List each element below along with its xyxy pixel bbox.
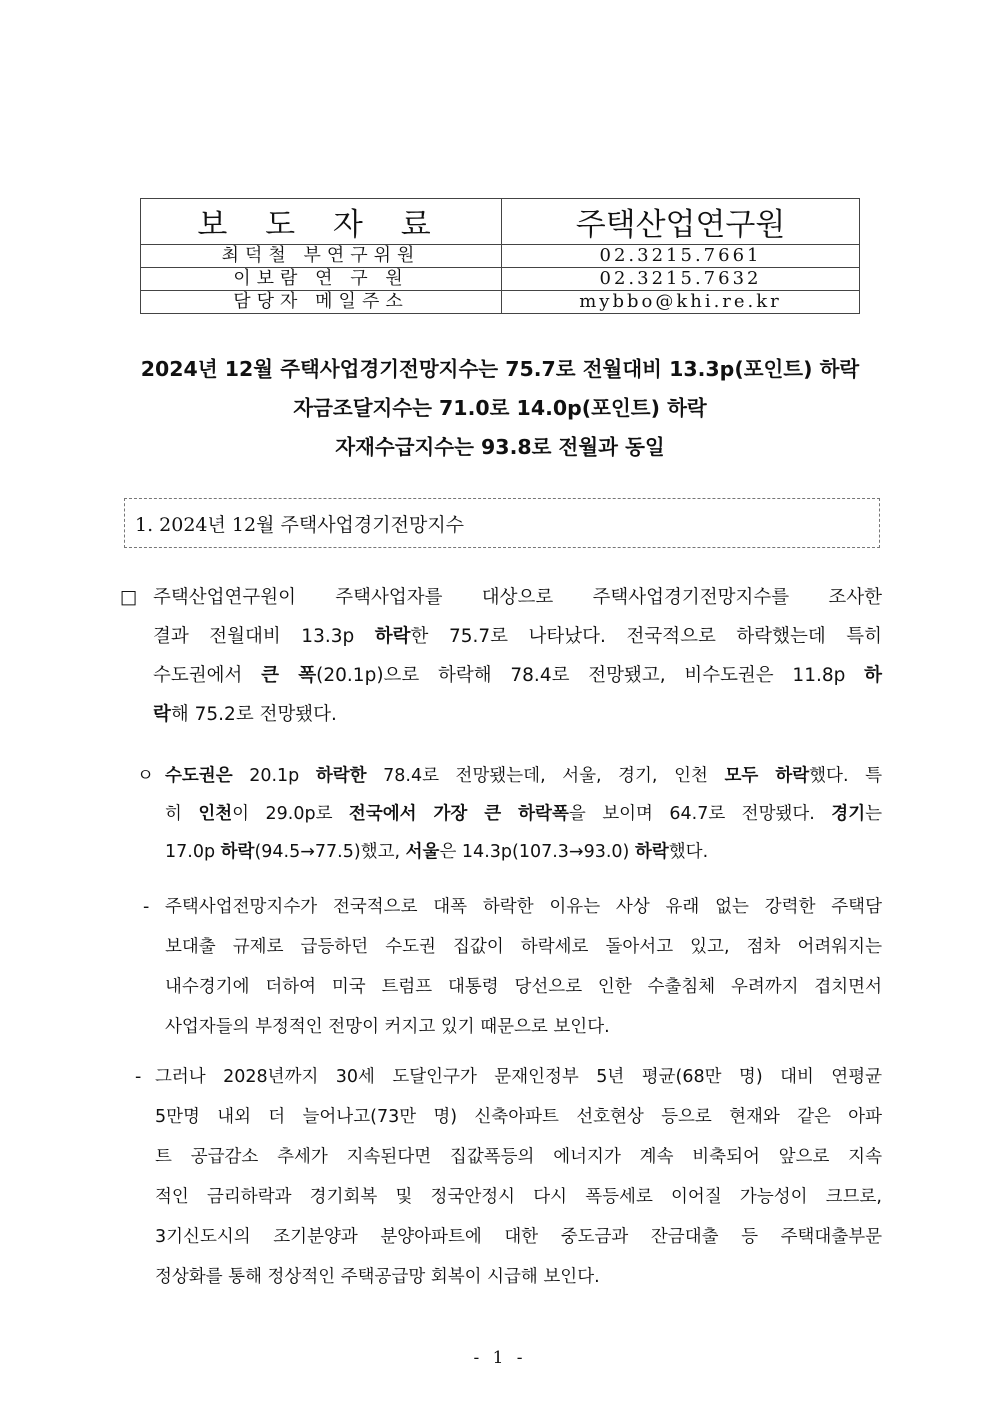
headline-3: 자재수급지수는 93.8로 전월과 동일	[335, 435, 665, 459]
text-run: 결과 전월대비 13.3p	[153, 626, 375, 647]
paragraph-line	[120, 695, 882, 734]
contact-phone-text: 02.3215.7661	[599, 245, 762, 266]
paragraph-line: 3기신도시의 조기분양과 분양아파트에 대한 중도금과 잔금대출 등 주택대출부문	[155, 1227, 882, 1247]
bold-run: 수도권은	[165, 766, 233, 786]
email-label-text: 담당자 메일주소	[233, 291, 409, 312]
bold-run: 하락	[374, 626, 411, 647]
paragraph-line: 보대출 규제로 급등하던 수도권 집값이 하락세로 돌아서고 있고, 점차 어려워지는	[165, 937, 882, 957]
bold-run: 인천	[198, 804, 233, 824]
checkbox-bullet: □	[120, 587, 138, 608]
paragraph-line: 내수경기에 더하여 미국 트럼프 대통령 당선으로 인한 수출침체 우려까지 겹치면서	[165, 977, 882, 997]
dash-bullet: -	[135, 1067, 142, 1087]
paragraph-line	[143, 887, 882, 927]
bold-run: 큰 폭	[261, 665, 317, 686]
contact-phone-2	[502, 268, 860, 291]
paragraph-line: 사업자들의 부정적인 전망이 커지고 있기 때문으로 보인다.	[165, 1017, 610, 1037]
dash-bullet: -	[143, 897, 150, 917]
bold-run: 락	[153, 704, 171, 725]
text-run: (94.5→77.5)했고,	[254, 842, 406, 862]
bold-run: 하락	[220, 842, 255, 862]
text-run: 20.1p	[232, 766, 316, 786]
paragraph-capital-region	[137, 757, 882, 871]
paragraph-line	[120, 617, 882, 656]
contact-name-text: 최덕철 부연구위원	[221, 245, 421, 266]
paragraph-line	[120, 656, 882, 695]
paragraph-line	[120, 578, 882, 617]
text-run: 해 75.2로 전망됐다.	[170, 704, 337, 725]
paragraph-line: 정상화를 통해 정상적인 주택공급망 회복이 시급해 보인다.	[155, 1267, 600, 1287]
section-heading-box	[124, 498, 880, 548]
text-run: 주택사업전망지수가 전국적으로 대폭 하락한 이유는 사상 유래 없는 강력한 주택담	[165, 897, 882, 917]
text-run: 히	[165, 804, 199, 824]
email-address-text[interactable]: mybbo@khi.re.kr	[579, 291, 782, 312]
email-label	[141, 291, 502, 314]
contact-name-2	[141, 268, 502, 291]
section-title: 1. 2024년 12월 주택사업경기전망지수	[135, 514, 465, 536]
paragraph-line	[137, 833, 882, 871]
bold-run: 하락한	[315, 766, 367, 786]
paragraph-line: 5만명 내외 더 늘어나고(73만 명) 신축아파트 선호현상 등으로 현재와 같은 아파	[155, 1107, 882, 1127]
text-run: 주택산업연구원이 주택사업자를 대상으로 주택사업경기전망지수를 조사한	[153, 587, 882, 608]
text-run: 는	[865, 804, 883, 824]
paragraph-summary	[120, 578, 882, 734]
paragraph-reason	[143, 887, 882, 1047]
contact-phone-text: 02.3215.7632	[599, 268, 762, 289]
title-text: 보 도 자 료	[197, 207, 445, 243]
bold-run: 서울	[405, 842, 440, 862]
headline-2: 자금조달지수는 71.0로 14.0p(포인트) 하락	[293, 396, 707, 420]
paragraph-line: 적인 금리하락과 경기회복 및 정국안정시 다시 폭등세로 이어질 가능성이 크므로,	[155, 1187, 882, 1207]
paragraph-line: 트 공급감소 추세가 지속된다면 집값폭등의 에너지가 계속 비축되어 앞으로 지속	[155, 1147, 882, 1167]
headline-1: 2024년 12월 주택사업경기전망지수는 75.7로 전월대비 13.3p(포인트) 하락	[140, 357, 860, 381]
paragraph-line	[137, 795, 882, 833]
bold-run: 하락	[634, 842, 669, 862]
contact-name-1	[141, 245, 502, 268]
text-run: 한 75.7로 나타났다. 전국적으로 하락했는데 특히	[410, 626, 883, 647]
circle-bullet: ㅇ	[137, 766, 154, 786]
text-run: 그러나 2028년까지 30세 도달인구가 문재인정부 5년 평균(68만 명) 대비 연평균	[155, 1067, 882, 1087]
text-run: 78.4로 전망됐는데, 서울, 경기, 인천	[366, 766, 725, 786]
text-run: 했다. 특	[809, 766, 882, 786]
paragraph-outlook	[135, 1057, 882, 1297]
paragraph-line	[135, 1057, 882, 1097]
contact-phone-1	[502, 245, 860, 268]
text-run: (20.1p)으로 하락해 78.4로 전망됐고, 비수도권은 11.8p	[316, 665, 865, 686]
bold-run: 경기	[831, 804, 866, 824]
contact-name-text: 이보람 연 구 원	[233, 268, 409, 289]
text-run: 은 14.3p(107.3→93.0)	[439, 842, 635, 862]
text-run: 이 29.0p로	[232, 804, 349, 824]
text-run: 수도권에서	[153, 665, 262, 686]
press-release-header	[140, 198, 860, 314]
text-run: 했다.	[668, 842, 709, 862]
paragraph-line	[137, 757, 882, 795]
headlines	[0, 350, 1000, 467]
bold-run: 전국에서 가장 큰 하락폭	[348, 804, 569, 824]
page-number: - 1 -	[473, 1348, 527, 1368]
email-address[interactable]	[502, 291, 860, 314]
text-run: 17.0p	[165, 842, 221, 862]
organization-name: 주택산업연구원	[502, 199, 860, 245]
text-run: 을 보이며 64.7로 전망됐다.	[568, 804, 832, 824]
bold-run: 모두 하락	[724, 766, 810, 786]
press-release-title	[141, 199, 502, 245]
bold-run: 하	[864, 665, 882, 686]
